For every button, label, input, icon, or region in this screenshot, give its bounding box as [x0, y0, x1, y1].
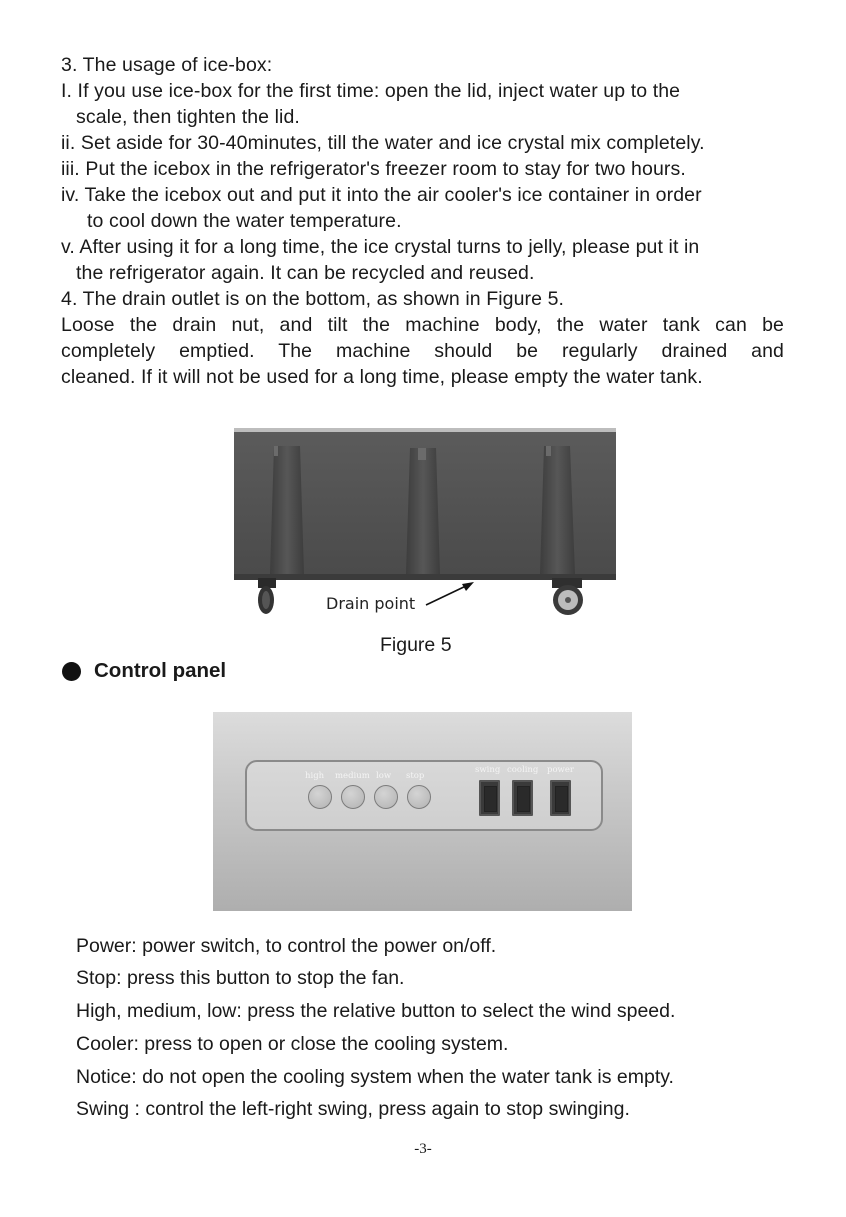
desc-stop: Stop: press this button to stop the fan. [76, 967, 405, 989]
desc-power: Power: power switch, to control the power on/off. [76, 935, 497, 957]
section-3-title: 3. The usage of ice-box: [61, 54, 273, 76]
control-panel-heading [62, 659, 226, 683]
control-panel-photo [213, 712, 632, 911]
desc-speed: High, medium, low: press the relative button to select the wind speed. [76, 1000, 676, 1022]
page-number: -3- [414, 1141, 432, 1157]
drain-paragraph-line1: Loose the drain nut, and tilt the machine body, the water tank can be [61, 314, 784, 336]
control-panel-title: Control panel [94, 659, 227, 682]
air-cooler-bottom-photo [230, 428, 620, 618]
drain-paragraph-line2: completely emptied. The machine should be regularly drained and [61, 340, 784, 362]
drain-point-label: Drain point [326, 594, 416, 613]
step-iv-line1: iv. Take the icebox out and put it into the air cooler's ice container in order [61, 184, 702, 206]
label-cooling: cooling [507, 765, 539, 775]
step-i-line1: I. If you use ice-box for the first time: open the lid, inject water up to the [61, 80, 681, 102]
desc-notice: Notice: do not open the cooling system when the water tank is empty. [76, 1066, 674, 1088]
step-i-line2: scale, then tighten the lid. [76, 106, 300, 128]
power-switch [550, 780, 571, 816]
label-swing: swing [475, 765, 501, 775]
stop-button [407, 785, 431, 809]
medium-button [341, 785, 365, 809]
figure-5-caption: Figure 5 [380, 634, 452, 656]
desc-swing: Swing : control the left-right swing, press again to stop swinging. [76, 1098, 630, 1120]
step-iv-line2: to cool down the water temperature. [87, 210, 402, 232]
drain-paragraph-line3: cleaned. If it will not be used for a long time, please empty the water tank. [61, 366, 703, 388]
desc-cooler: Cooler: press to open or close the cooling system. [76, 1033, 509, 1055]
step-iii: iii. Put the icebox in the refrigerator's freezer room to stay for two hours. [61, 158, 686, 180]
label-high: high [305, 771, 325, 781]
step-v-line1: v. After using it for a long time, the ice crystal turns to jelly, please put it in [61, 236, 700, 258]
label-medium: medium [335, 771, 370, 781]
cooling-switch [512, 780, 533, 816]
label-low: low [376, 771, 392, 781]
step-ii: ii. Set aside for 30-40minutes, till the water and ice crystal mix completely. [61, 132, 705, 154]
bullet-icon [62, 662, 81, 681]
label-stop: stop [406, 771, 425, 781]
section-4-title: 4. The drain outlet is on the bottom, as shown in Figure 5. [61, 288, 565, 310]
low-button [374, 785, 398, 809]
swing-switch [479, 780, 500, 816]
step-v-line2: the refrigerator again. It can be recycled and reused. [76, 262, 535, 284]
high-button [308, 785, 332, 809]
label-power: power [547, 765, 574, 775]
